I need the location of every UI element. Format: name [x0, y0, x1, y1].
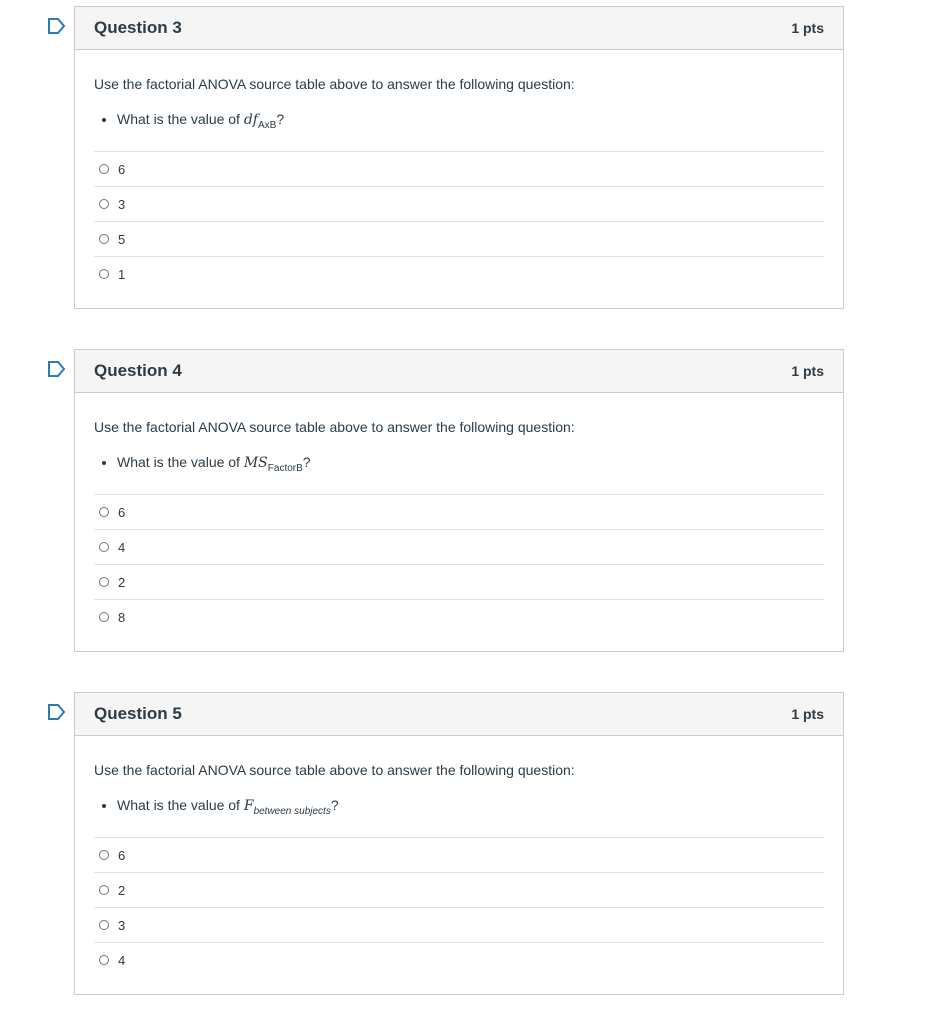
answer-option[interactable] — [94, 187, 824, 222]
question-prompt: Use the factorial ANOVA source table above to answer the following question: — [94, 76, 575, 92]
answer-option[interactable] — [94, 873, 824, 908]
answer-list — [94, 494, 824, 634]
question-title: Question 5 — [94, 704, 182, 723]
flag-question-icon[interactable] — [47, 17, 67, 35]
answer-option[interactable] — [94, 530, 824, 565]
question-prompt: Use the factorial ANOVA source table above to answer the following question: — [94, 762, 575, 778]
math-expression: $MS_{FactorB}$ — [243, 455, 303, 474]
radio-button[interactable] — [99, 885, 109, 895]
question-points: 1 pts — [791, 363, 824, 379]
answer-label: 6 — [118, 504, 126, 520]
answer-list — [94, 837, 824, 977]
answer-label: 3 — [118, 917, 126, 933]
question-title: Question 4 — [94, 361, 182, 380]
answer-option[interactable] — [94, 495, 824, 530]
answer-label: 1 — [118, 266, 126, 282]
radio-button[interactable] — [99, 955, 109, 965]
question-header — [75, 693, 843, 736]
question-card — [74, 692, 844, 995]
flag-question-icon[interactable] — [47, 360, 67, 378]
question-header — [75, 7, 843, 50]
answer-option[interactable] — [94, 943, 824, 977]
question-points: 1 pts — [791, 20, 824, 36]
radio-button[interactable] — [99, 542, 109, 552]
answer-option[interactable] — [94, 152, 824, 187]
question-prompt: Use the factorial ANOVA source table above to answer the following question: — [94, 419, 575, 435]
math-expression: $df_{AxB}$ — [243, 112, 277, 131]
flag-question-icon[interactable] — [47, 703, 67, 721]
question-card — [74, 349, 844, 652]
radio-button[interactable] — [99, 164, 109, 174]
radio-button[interactable] — [99, 199, 109, 209]
question-bullets — [94, 795, 824, 822]
question-bullets — [94, 109, 824, 136]
question-bullets — [94, 452, 824, 479]
answer-option[interactable] — [94, 257, 824, 291]
answer-label: 2 — [118, 882, 126, 898]
answer-label: 6 — [118, 161, 126, 177]
answer-list — [94, 151, 824, 291]
answer-option[interactable] — [94, 600, 824, 634]
answer-option[interactable] — [94, 565, 824, 600]
question-points: 1 pts — [791, 706, 824, 722]
answer-option[interactable] — [94, 222, 824, 257]
answer-label: 6 — [118, 847, 126, 863]
question-bullet: • What is the value of $F_{between subjects}$? — [117, 795, 824, 822]
question-header — [75, 350, 843, 393]
question-title: Question 3 — [94, 18, 182, 37]
radio-button[interactable] — [99, 269, 109, 279]
answer-label: 2 — [118, 574, 126, 590]
answer-label: 3 — [118, 196, 126, 212]
answer-option[interactable] — [94, 838, 824, 873]
question-card — [74, 6, 844, 309]
radio-button[interactable] — [99, 507, 109, 517]
answer-label: 5 — [118, 231, 126, 247]
radio-button[interactable] — [99, 577, 109, 587]
answer-label: 4 — [118, 539, 126, 555]
answer-label: 8 — [118, 609, 126, 625]
answer-label: 4 — [118, 952, 126, 968]
radio-button[interactable] — [99, 920, 109, 930]
math-expression: $F_{between subjects}$ — [243, 798, 331, 817]
radio-button[interactable] — [99, 234, 109, 244]
question-bullet: • What is the value of $MS_{FactorB}$? — [117, 452, 824, 479]
question-bullet: • What is the value of $df_{AxB}$? — [117, 109, 824, 136]
radio-button[interactable] — [99, 850, 109, 860]
radio-button[interactable] — [99, 612, 109, 622]
answer-option[interactable] — [94, 908, 824, 943]
